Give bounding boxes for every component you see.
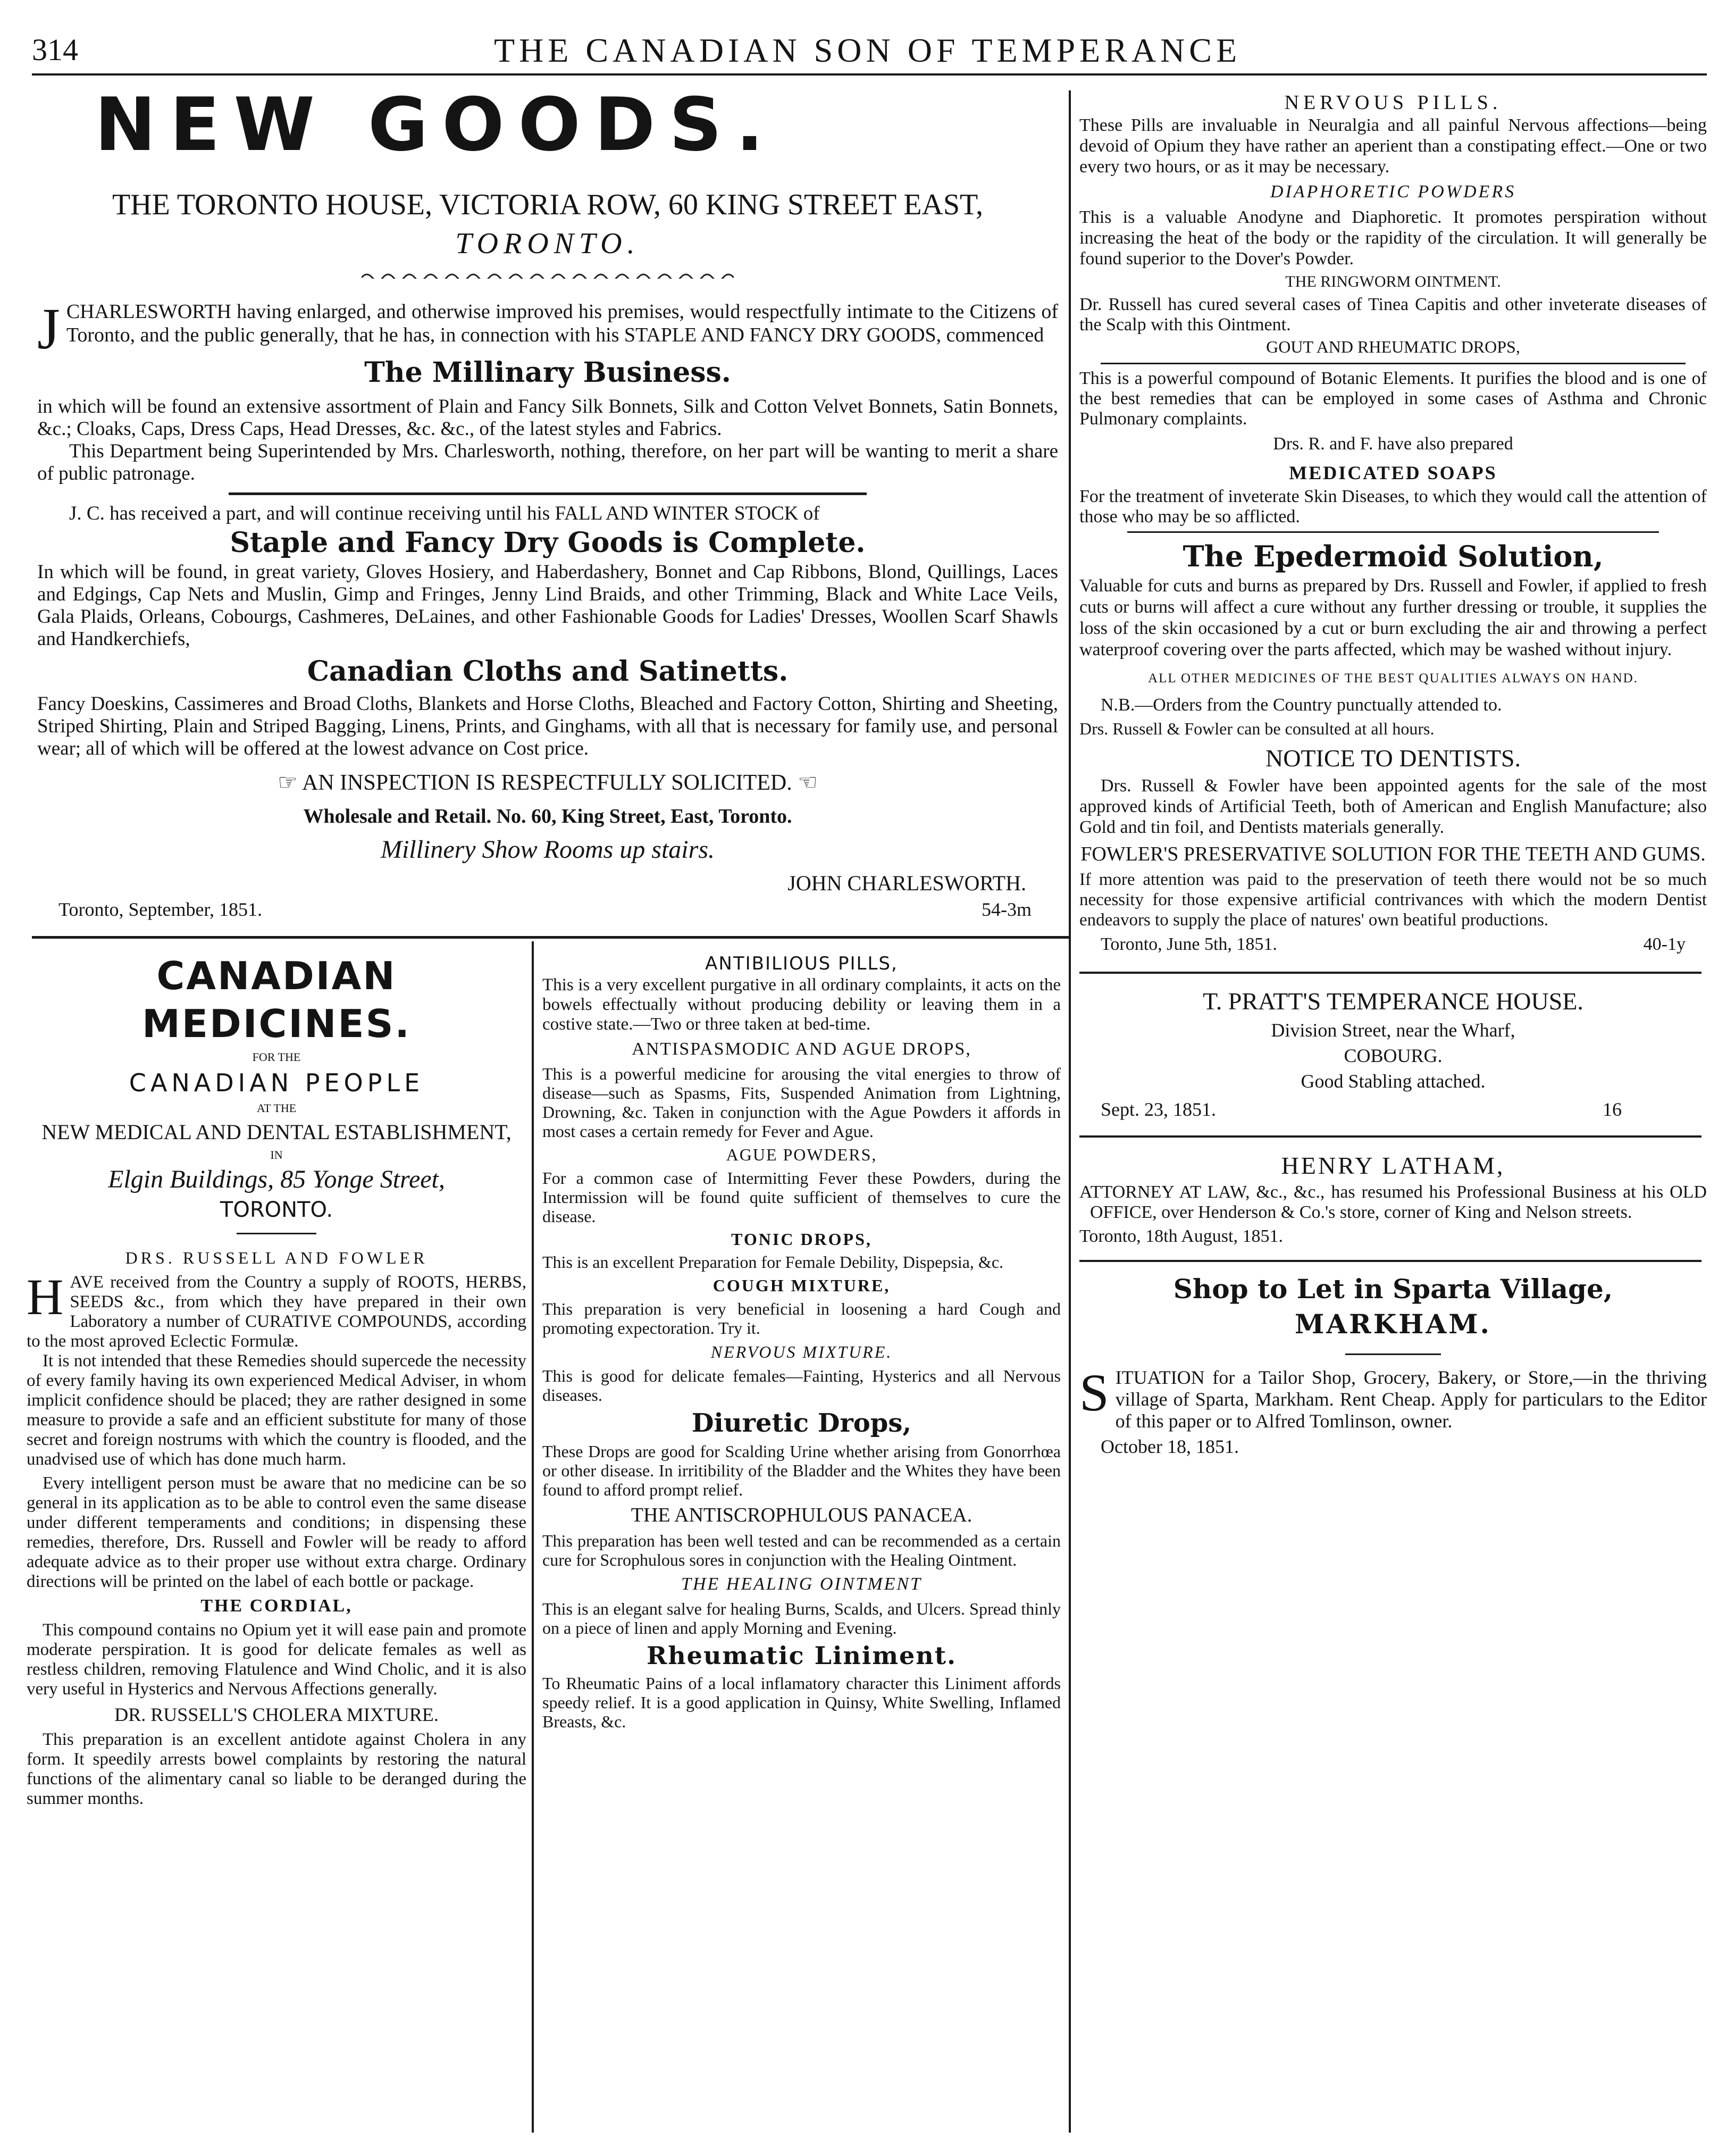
tonic-text: This is an excellent Preparation for Female Debility, Dispepsia, &c.: [542, 1252, 1004, 1272]
received-text: J. C. has received a part, and will continue receiving until his FALL AND WINTER STOCK of: [69, 503, 820, 524]
doctors-heading: DRS. RUSSELL AND FOWLER: [125, 1248, 428, 1267]
diuretic-text: These Drops are good for Scalding Urine whether arising from Gonorrhœa or other disease. In irritibility of the Bladder and the Whites they have been found to afford prompt relief.: [542, 1442, 1061, 1499]
millinery-text: in which will be found an extensive assortment of Plain and Fancy Silk Bonnets, Silk and Cotton Velvet Bonnets, Satin Bonnets, &c.; Cloaks, Caps, Dress Caps, Head Dresses, &c. &c., of the latest styles and Fabrics.: [37, 396, 1058, 440]
shop-date: October 18, 1851.: [1101, 1436, 1239, 1457]
antispasmodic-text: This is a powerful medicine for arousing the vital energies to throw of disease—such as Spasms, Fits, Suspended Animation from Lightning, Drowning, &c. Taken in conjunction with the Ague Powders it affords in most cases a certain remedy for Fever and Ague.: [542, 1064, 1061, 1141]
diuretic-heading: Diuretic Drops,: [691, 1408, 912, 1438]
fowlers-text: If more attention was paid to the preservation of teeth there would not be so much necessity for those expensive artificial contrivances with which the modern Dentist endeavors to supply the place of natures' own beatiful productions.: [1079, 870, 1707, 930]
page-number: 314: [32, 32, 78, 67]
inspection-text: AN INSPECTION IS RESPECTFULLY SOLICITED.: [301, 771, 792, 795]
masthead-title: THE CANADIAN SON OF TEMPERANCE: [493, 31, 1242, 69]
staple-text: In which will be found, in great variety, Gloves Hosiery, and Haberdashery, Bonnet and Cap Ribbons, Blond, Quillings, Laces and Edgings, Cap Nets and Muslin, Gimp and Fringes, Jenny Lind Braids, and other Trimming, Black and White Lace Veils, Gala Plaids, Orleans, Cobourgs, Cashmeres, DeLaines, and other Fashionable Goods for Ladies' Dresses, Woollen Scarf Shawls and Handkerchiefs,: [37, 561, 1058, 650]
new-goods-ad: [37, 82, 1058, 925]
at-the: AT THE: [256, 1101, 297, 1115]
medicines-city: TORONTO.: [220, 1198, 333, 1222]
tonic-heading: TONIC DROPS,: [731, 1230, 872, 1249]
rule: [1127, 531, 1659, 533]
cough-text: This preparation is very beneficial in loosening a hard Cough and promoting expectoration. Try it.: [542, 1299, 1061, 1338]
pratt-line2: COBOURG.: [1344, 1045, 1443, 1066]
antispasmodic-heading: ANTISPASMODIC AND AGUE DROPS,: [632, 1039, 971, 1059]
rheumatic-heading: Rheumatic Liniment.: [647, 1641, 957, 1670]
diaphoretic-text: This is a valuable Anodyne and Diaphoretic. It promotes perspiration without increasing the heat of the body or the rapidity of the circulation. It will generally be found superior to the Dover's Powder.: [1079, 207, 1707, 269]
pratt-date: Sept. 23, 1851.: [1101, 1099, 1217, 1120]
right-column: [1079, 90, 1707, 1461]
signature: JOHN CHARLESWORTH.: [787, 871, 1026, 895]
buildings: Elgin Buildings, 85 Yonge Street,: [108, 1165, 445, 1193]
rule: [1345, 1353, 1441, 1355]
soaps-text: For the treatment of inveterate Skin Diseases, to which they would call the attention of those who may be so afflicted.: [1079, 487, 1707, 527]
ringworm-heading: THE RINGWORM OINTMENT.: [1285, 273, 1501, 290]
section-divider: [32, 936, 1069, 939]
canadian-medicines-ad: [27, 952, 526, 1809]
rule: [1101, 363, 1686, 364]
ague-text: For a common case of Intermitting Fever these Powders, during the Intermission will be found quite sufficient of themselves to cure the disease.: [542, 1168, 1061, 1226]
medicines-initial: H: [27, 1268, 64, 1325]
new-goods-address: THE TORONTO HOUSE, VICTORIA ROW, 60 KING STREET EAST,: [112, 188, 984, 221]
shop-initial: S: [1079, 1363, 1109, 1422]
fowlers-heading: FOWLER'S PRESERVATIVE SOLUTION FOR THE TEETH AND GUMS.: [1080, 843, 1706, 865]
nervous-mixture-text: This is good for delicate females—Fainting, Hysterics and all Nervous diseases.: [542, 1366, 1061, 1405]
pointing-hand-left-icon: ☞: [278, 771, 302, 795]
nervous-mixture-heading: NERVOUS MIXTURE.: [710, 1342, 893, 1361]
new-goods-city: TORONTO.: [455, 227, 640, 260]
cordial-heading: THE CORDIAL,: [200, 1596, 353, 1616]
new-goods-intro: CHARLESWORTH having enlarged, and otherwise improved his premises, would respectfully intimate to the Citizens of Toronto, and the public generally, that he has, in connection with his STAPLE AND FANCY DRY GOODS, commenced: [66, 300, 1058, 346]
inspection-notice: [37, 764, 1058, 801]
latham-heading: HENRY LATHAM,: [1281, 1152, 1505, 1179]
millinery-heading: The Millinary Business.: [364, 356, 731, 389]
pratt-heading: T. PRATT'S TEMPERANCE HOUSE.: [1203, 988, 1583, 1015]
rule: [1079, 972, 1702, 974]
medicines-title: CANADIAN MEDICINES.: [142, 954, 411, 1046]
pratt-code: 16: [1603, 1099, 1622, 1120]
antibilious-text: This is a very excellent purgative in all ordinary complaints, it acts on the bowels effectually without producing debility or leaving them in a costive state.—Two or three taken at bed-time.: [542, 975, 1061, 1034]
consulted-note: Drs. Russell & Fowler can be consulted at all hours.: [1079, 719, 1435, 738]
new-goods-banner: NEW GOODS.: [94, 82, 778, 168]
latham-text: ATTORNEY AT LAW, &c., &c., has resumed his Professional Business at his OLD OFFICE, over Henderson & Co.'s store, corner of King and Nelson streets.: [1079, 1182, 1707, 1222]
establishment: NEW MEDICAL AND DENTAL ESTABLISHMENT,: [41, 1120, 512, 1144]
antibilious-heading: ANTIBILIOUS PILLS,: [705, 953, 898, 974]
cough-heading: COUGH MIXTURE,: [713, 1276, 891, 1295]
dentists-date: Toronto, June 5th, 1851.: [1101, 934, 1277, 954]
shop-heading: Shop to Let in Sparta Village,: [1173, 1273, 1613, 1305]
dentists-text: Drs. Russell & Fowler have been appointed agents for the sale of the most approved kinds of Artificial Teeth, both of American and English Manufacture; also Gold and tin foil, and Dentists materials generally.: [1079, 776, 1707, 837]
medicines-intro: AVE received from the Country a supply of ROOTS, HERBS, SEEDS &c., from which they have prepared in their own Laboratory a number of CURATIVE COMPOUNDS, according to the most aproved Eclectic Formulæ.: [27, 1273, 526, 1351]
for-the: FOR THE: [252, 1050, 301, 1064]
latham-date: Toronto, 18th August, 1851.: [1079, 1226, 1283, 1246]
new-goods-initial: J: [37, 296, 60, 361]
cholera-text: This preparation is an excellent antidote against Cholera in any form. It speedily arrests bowel complaints by restoring the natural functions of the alimentary canal so liable to be deranged during the summer months.: [27, 1730, 526, 1808]
ringworm-text: Dr. Russell has cured several cases of Tinea Capitis and other inveterate diseases of the Scalp with this Ointment.: [1079, 295, 1707, 335]
healing-text: This is an elegant salve for healing Burns, Scalds, and Ulcers. Spread thinly on a piece of linen and apply Morning and Evening.: [542, 1599, 1061, 1637]
middle-column: [542, 952, 1061, 1731]
also-prepared: Drs. R. and F. have also prepared: [1273, 434, 1513, 454]
all-other-medicines: ALL OTHER MEDICINES OF THE BEST QUALITIES ALWAYS ON HAND.: [1148, 671, 1638, 686]
rule: [229, 492, 867, 495]
wavy-rule-icon: [362, 271, 734, 279]
rule: [1079, 1135, 1702, 1138]
new-goods-code: 54-3m: [982, 899, 1032, 920]
dentists-heading: NOTICE TO DENTISTS.: [1265, 745, 1521, 772]
dentists-code: 40-1y: [1643, 934, 1686, 954]
showrooms-text: Millinery Show Rooms up stairs.: [380, 835, 715, 864]
column-divider-middle: [532, 941, 534, 2133]
gout-text: This is a powerful compound of Botanic Elements. It purifies the blood and is one of the best remedies that can be employed in some cases of Asthma and Chronic Pulmonary complaints.: [1079, 369, 1707, 429]
healing-heading: THE HEALING OINTMENT: [681, 1574, 922, 1594]
orders-note: N.B.—Orders from the Country punctually attended to.: [1101, 695, 1502, 715]
panacea-text: This preparation has been well tested and can be recommended as a certain cure for Scrophulous sores in conjunction with the Healing Ointment.: [542, 1531, 1061, 1569]
panacea-heading: THE ANTISCROPHULOUS PANACEA.: [631, 1504, 973, 1526]
medicines-para3: Every intelligent person must be aware that no medicine can be so general in its application as to be able to control even the same disease under different temperaments and conditions; in dispensing these remedies, therefore, Drs. Russell and Fowler will be ready to afford adequate advice as to their proper use without extra charge. Ordinary directions will be printed on the label of each bottle or package.: [27, 1474, 526, 1591]
diaphoretic-heading: DIAPHORETIC POWDERS: [1270, 182, 1516, 202]
rheumatic-text: To Rheumatic Pains of a local inflamatory character this Liniment affords speedy relief. It is a good application in Quinsy, White Swelling, Inflamed Breasts, &c.: [542, 1674, 1061, 1731]
pratt-line1: Division Street, near the Wharf,: [1271, 1019, 1515, 1041]
people-heading: CANADIAN PEOPLE: [129, 1068, 424, 1097]
column-divider-right: [1069, 90, 1071, 2133]
shop-location: MARKHAM.: [1295, 1308, 1491, 1340]
ague-heading: AGUE POWDERS,: [726, 1145, 877, 1164]
nervous-pills-heading: NERVOUS PILLS.: [1284, 91, 1502, 114]
cloths-text: Fancy Doeskins, Cassimeres and Broad Cloths, Blankets and Horse Cloths, Bleached and Factory Cotton, Shirting and Sheeting, Striped Shirting, Plain and Striped Bagging, Linens, Prints, and Ginghams, with all that is necessary for family use, and personal wear; all of which will be offered at the lowest advance on Cost price.: [37, 693, 1058, 759]
cordial-text: This compound contains no Opium yet it will ease pain and promote moderate perspiration. It is good for delicate females as well as restless children, removing Flatulence and Wind Cholic, and it is also very useful in Hysterics and Nervous Affections generally.: [27, 1620, 526, 1699]
soaps-heading: MEDICATED SOAPS: [1289, 462, 1497, 483]
cholera-heading: DR. RUSSELL'S CHOLERA MIXTURE.: [114, 1704, 439, 1725]
cloths-heading: Canadian Cloths and Satinetts.: [307, 655, 789, 688]
pointing-hand-right-icon: ☜: [792, 771, 818, 795]
epedermoid-text: Valuable for cuts and burns as prepared by Drs. Russell and Fowler, if applied to fresh cuts or burns will affect a cure without any further dressing or trouble, it supplies the loss of the skin occasioned by a cut or burn excluding the air and throwing a perfect waterproof covering over the parts affected, which may be washed without injury.: [1079, 576, 1707, 659]
new-goods-date: Toronto, September, 1851.: [58, 899, 262, 920]
wholesale-text: Wholesale and Retail. No. 60, King Street, East, Toronto.: [303, 805, 792, 828]
department-text: This Department being Superintended by Mrs. Charlesworth, nothing, therefore, on her part will be wanting to merit a share of public patronage.: [37, 440, 1058, 484]
rule: [237, 1233, 316, 1234]
medicines-para2: It is not intended that these Remedies should supercede the necessity of every family having its own experienced Medical Adviser, in whom implicit confidence should be placed; they are rather designed in some measure to provide a safe and an efficient substitute for many of those secret and foreign nostrums with which the country is flooded, and the unadvised use of which has done much harm.: [27, 1351, 526, 1469]
epedermoid-heading: The Epedermoid Solution,: [1183, 539, 1604, 573]
nervous-pills-text: These Pills are invaluable in Neuralgia and all painful Nervous affections—being devoid of Opium they have rather an aperient than a constipating effect.—One or two every two hours, or as it may be necessary.: [1079, 115, 1707, 177]
staple-heading: Staple and Fancy Dry Goods is Complete.: [230, 527, 866, 559]
rule: [1079, 1260, 1702, 1262]
masthead-rule: [32, 73, 1707, 76]
shop-text: ITUATION for a Tailor Shop, Grocery, Bakery, or Store,—in the thriving village of Sparta, Markham. Rent Cheap. Apply for particulars to the Editor of this paper or to Alfred Tomlinson, owner.: [1115, 1367, 1707, 1432]
in-label: IN: [270, 1148, 283, 1161]
pratt-line3: Good Stabling attached.: [1301, 1071, 1486, 1092]
gout-heading: GOUT AND RHEUMATIC DROPS,: [1266, 337, 1520, 356]
